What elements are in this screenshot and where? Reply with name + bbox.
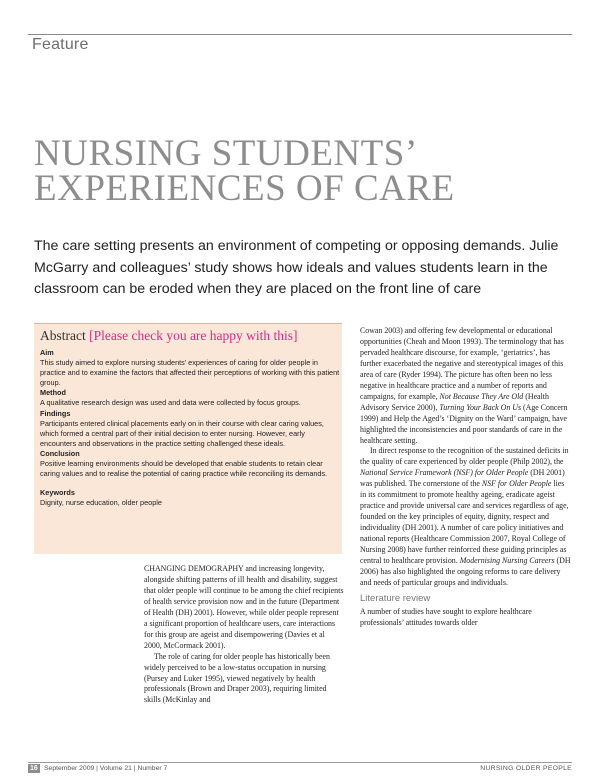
body-paragraph: CHANGING DEMOGRAPHY and increasing longevity, alongside shifting patterns of ill health and disability, suggest that older people will continue to be among the chief recipients of health service provision now and in the future (Department of Health (DH) 2001). However, while older people represent a significant proportion of healthcare users, care interactions for this group are ageist and disempowering (Davies et al 2000, McCormack 2001).: [144, 564, 344, 650]
header-rule: [28, 34, 572, 35]
keywords-heading: Keywords: [40, 488, 75, 498]
keywords-text: Dignity, nurse education, older people: [40, 498, 162, 508]
body-paragraph: In direct response to the recognition of the sustained deficits in the quality of care experienced by older people (Philp 2002), the National Service Framework (NSF) for Older People (DH 2001) was published. The cornerstone of the NSF for Older People lies in its commitment to promote healthy ageing, eradicate ageist practice and provide universal care and services regardless of age, founded on the key principles of equity, dignity, respect and individuality (DH 2001). A number of care policy initiatives and national reports (Healthcare Commission 2007, Royal College of Nursing 2008) have further reinforced these guiding principles as central to healthcare provision. Modernising Nursing Careers (DH 2006) has also highlighted the ongoing reforms to care delivery and needs of particular groups and individuals.: [360, 446, 571, 587]
standfirst: The care setting presents an environment of competing or opposing demands. Julie McGarry and colleagues’ study shows how ideals and values students learn in the classroom can be eroded when they are placed on the front line of care: [34, 238, 559, 297]
method-heading: Method: [40, 388, 66, 398]
body-paragraph: A number of studies have sought to explore healthcare professionals’ attitudes towards older: [360, 606, 532, 627]
section-label: Feature: [32, 36, 89, 53]
abstract-body: [40, 348, 340, 508]
issue-info: September 2009 | Volume 21 | Number 7: [44, 765, 168, 772]
body-paragraph: Cowan 2003) and offering few developmental or educational opportunities (Cheah and Moon 1993). The terminology that has pervaded healthcare discourse, for example, ‘geriatrics’, has further exacerbated the negative and stereotypical images of this area of care (Ryder 1994). The picture has often been no less negative in healthcare practice and a number of reports and campaigns, for example, Not Because They Are Old (Health Advisory Service 2000), Turning Your Back On Us (Age Concern 1999) and Help the Aged’s ‘Dignity on the Ward’ campaign, have highlighted the inconsistencies and poor standards of care in the healthcare setting.: [360, 326, 568, 445]
findings-heading: Findings: [40, 408, 71, 418]
footer-rule: [28, 762, 572, 763]
title-line-1: NURSING STUDENTS’: [34, 133, 418, 174]
page-footer: [28, 764, 572, 773]
abstract-title: Abstract: [40, 328, 86, 343]
aim-text: This study aimed to explore nursing students’ experiences of caring for older people in practice and to examine the factors that affected their perceptions of working with this patient group.: [40, 358, 340, 388]
page-number: 16: [30, 765, 38, 772]
abstract-heading: [40, 328, 298, 344]
findings-text: Participants entered clinical placements early on in their course with clear caring values, which formed a central part of their initial decision to enter nursing. However, early encounters and observations in the practice setting challenged these ideals.: [40, 418, 324, 448]
body-column-2: [360, 326, 572, 629]
article-title: [34, 133, 574, 209]
abstract-box: [34, 323, 342, 554]
aim-heading: Aim: [40, 348, 54, 357]
method-text: A qualitative research design was used and data were collected by focus groups.: [40, 398, 301, 408]
subheading-literature-review: Literature review: [360, 592, 431, 604]
editor-note: [Please check you are happy with this]: [89, 328, 298, 343]
journal-name: NURSING OLDER PEOPLE: [480, 765, 572, 772]
title-line-2: EXPERIENCES OF CARE: [34, 168, 455, 209]
body-paragraph: The role of caring for older people has historically been widely perceived to be a low-status occupation in nursing (Pursey and Luker 1995), viewed negatively by health professionals (Brown and Draper 2003), requiring limited skills (McKinlay and: [144, 651, 330, 705]
body-column-1: [144, 564, 344, 706]
conclusion-heading: Conclusion: [40, 448, 80, 458]
conclusion-text: Positive learning environments should be developed that enable students to retain clear caring values and to realise the potential of caring practice while reconciling its demands.: [40, 459, 328, 479]
